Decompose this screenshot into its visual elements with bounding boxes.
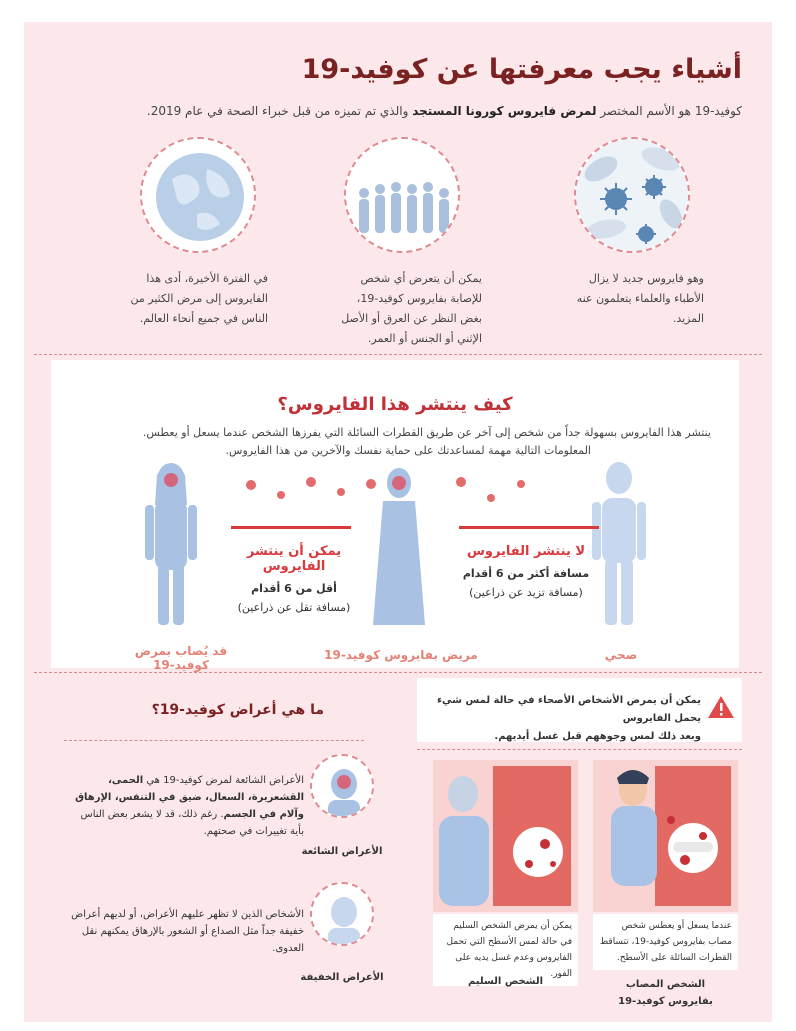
spread-desc-2: المعلومات التالية مهمة لمساعدتك على حماية نفسك والآخرين من هذا الفايروس. xyxy=(225,444,591,457)
healthy-caption: يمكن أن يمرض الشخص السليم في حالة لمس الأسطح التي تحمل الفايروس وعدم غسل يديه على الفور. xyxy=(433,914,578,986)
infected-label-2: بفايروس كوفيد-19 xyxy=(618,996,713,1007)
can-spread-dist: أقل من 6 أقدام xyxy=(251,582,337,595)
label-healthy: صحي xyxy=(604,648,638,662)
warning-box xyxy=(417,678,742,742)
infected-label-1: الشخص المصاب xyxy=(625,979,706,990)
spread-heading: كيف ينتشر هذا الفايروس؟ xyxy=(277,394,513,415)
infected-cough-illustration xyxy=(593,760,738,912)
can-spread-note: (مسافة تقل عن ذراعين) xyxy=(237,601,351,614)
virus-circle xyxy=(574,137,690,253)
infected-caption: عندما يسعل أو يعطس شخص مصاب بفايروس كوفيد-19، تتساقط القطرات السائلة على الأسطح. xyxy=(593,914,738,970)
warning-line-1: يمكن أن يمرض الأشخاص الأصحاء في حالة لمس شيء يحمل الفايروس xyxy=(436,695,701,724)
healthy-label: الشخص السليم xyxy=(467,976,544,987)
no-spread-note: (مسافة تزيد عن ذراعين) xyxy=(469,586,583,599)
no-spread-title: لا ينتشر الفايروس xyxy=(466,544,586,559)
page-title: أشياء يجب معرفتها عن كوفيد-19 xyxy=(301,54,742,85)
common-text-1: الأعراض الشائعة لمرض كوفيد-19 هي xyxy=(143,775,304,786)
spread-desc-1: ينتشر هذا الفايروس بسهولة جداً من شخص إلى آخر عن طريق القطرات السائلة التي يفرزها الشخص عندما يسعل أو يعطس. xyxy=(142,426,711,439)
fact-virus-text: وهو فايروس جديد لا يزال الأطباء والعلماء يتعلمون عنه المزيد. xyxy=(576,272,704,325)
can-spread-title: يمكن أن ينتشر الفايروس xyxy=(246,544,342,574)
divider xyxy=(34,354,762,355)
mild-face-icon xyxy=(312,884,374,946)
virus-icon xyxy=(576,139,690,253)
common-text-bold: الحمى، القشعريرة، السعال، ضيق في التنفس، الإرهاق وآلام في الجسم xyxy=(75,775,304,820)
spread-line-far xyxy=(459,526,599,529)
warning-line-2: وبعد ذلك لمس وجوههم قبل غسل أيديهم. xyxy=(494,731,701,742)
common-symptoms-label: الأعراض الشائعة xyxy=(301,846,383,857)
divider-2 xyxy=(34,672,762,673)
intro-text xyxy=(42,104,742,118)
intro-bold: لمرض فايروس كورونا المستجد xyxy=(412,104,597,118)
spread-line-near xyxy=(231,526,351,529)
globe-circle xyxy=(140,137,256,253)
common-symptoms-text xyxy=(68,772,304,840)
label-may-sick: قد يُصاب بمرض كوفيد-19 xyxy=(134,644,228,672)
people-icon xyxy=(346,139,460,253)
mild-symptoms-text: الأشخاص الذين لا تظهر عليهم الأعراض، أو لديهم أعراض خفيفة جداً مثل الصداع أو الشعور بالإرهاق يمكنهم نقل العدوى. xyxy=(71,909,304,954)
healthy-touch-illustration xyxy=(433,760,578,912)
intro-part-2: والذي تم تميزه من قبل خبراء الصحة في عام 2019. xyxy=(146,104,413,118)
touch-panel-healthy xyxy=(433,760,578,912)
spread-section xyxy=(51,360,739,672)
touch-panel-infected xyxy=(593,760,738,912)
common-text-2: . رغم ذلك، قد لا يشعر بعض الناس بأية تغييرات في صحتهم. xyxy=(80,809,304,837)
sick-face-icon xyxy=(312,756,374,818)
fact-people-text: يمكن أن يتعرض أي شخص للإصابة بفايروس كوفيد-19، بغض النظر عن العرق أو الأصل الإثني أو الجنس أو العمر. xyxy=(341,272,482,345)
warning-icon xyxy=(707,694,735,720)
no-spread-block xyxy=(451,544,601,599)
no-spread-dist: مسافة أكثر من 6 أقدام xyxy=(462,567,590,580)
exposed-person-figure xyxy=(141,460,201,630)
common-symptoms-circle xyxy=(310,754,374,818)
label-sick: مريض بفايروس كوفيد-19 xyxy=(324,648,478,662)
people-circle xyxy=(344,137,460,253)
warning-text xyxy=(423,692,701,746)
divider-3 xyxy=(417,749,742,750)
globe-icon xyxy=(142,139,256,253)
infected-label xyxy=(593,976,738,1010)
intro-part-1: كوفيد-19 هو الأسم المختصر xyxy=(596,104,742,118)
mild-symptoms-circle xyxy=(310,882,374,946)
mild-symptoms-label: الأعراض الخفيفة xyxy=(300,972,384,983)
infographic-page xyxy=(24,22,772,1022)
fact-globe-text: في الفترة الأخيرة، أدى هذا الفايروس إلى مرض الكثير من الناس في جميع أنحاء العالم. xyxy=(130,272,268,325)
symptoms-heading: ما هي أعراض كوفيد-19؟ xyxy=(151,702,324,718)
can-spread-block xyxy=(219,544,369,614)
symptoms-divider xyxy=(64,740,364,741)
droplets xyxy=(211,470,541,510)
